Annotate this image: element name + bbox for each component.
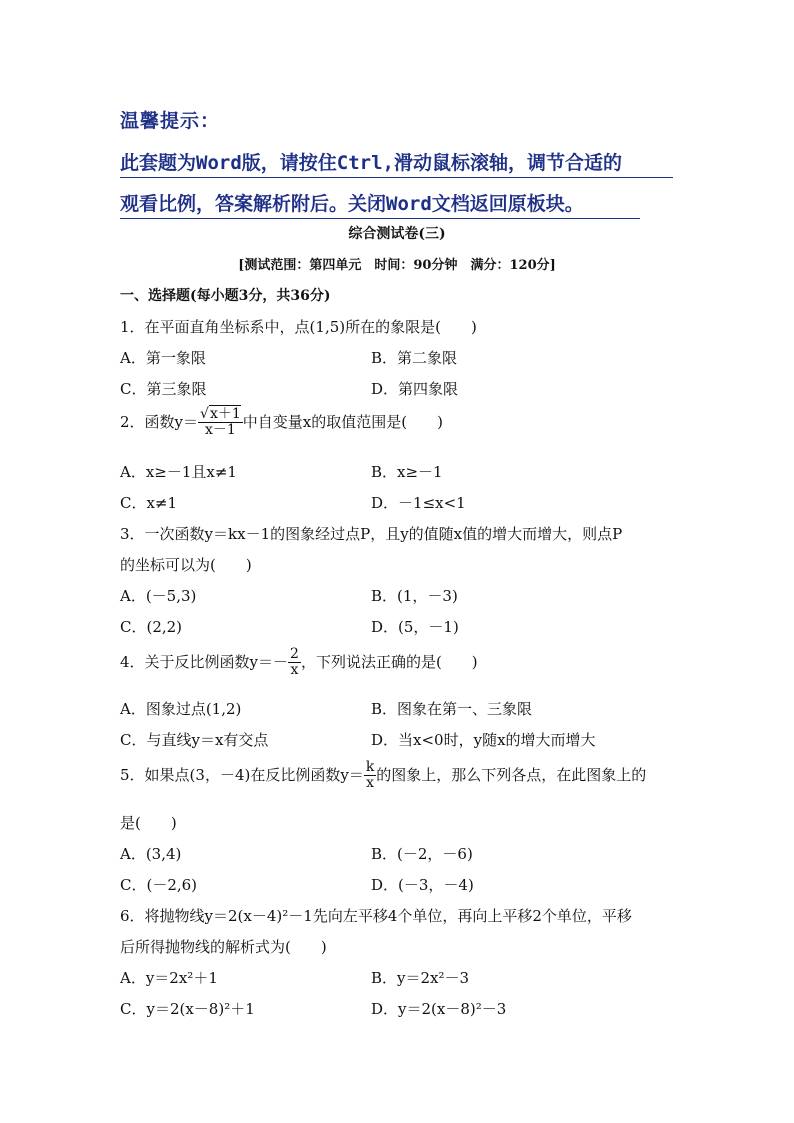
question-5-stem-line-1 <box>120 760 646 792</box>
question-2-option-c: C．x≠1 <box>120 494 178 512</box>
question-5-post: 的图象上，那么下列各点，在此图象上的 <box>376 765 647 784</box>
question-3-option-a: A．(－5,3) <box>120 587 197 605</box>
question-4-option-a: A．图象过点(1,2) <box>120 700 242 718</box>
question-2-post: 中自变量x的取值范围是( ) <box>242 412 443 431</box>
question-5-fraction <box>364 760 376 792</box>
question-1-option-c: C．第三象限 <box>120 380 207 398</box>
question-1-option-a: A．第一象限 <box>120 349 206 367</box>
question-5-stem-line-2: 是( ) <box>120 814 177 832</box>
section-heading: 一、选择题(每小题3分，共36分) <box>120 288 331 304</box>
question-4-denominator: x <box>290 662 299 679</box>
question-5-denominator: x <box>366 775 374 792</box>
question-4-option-d: D．当x<0时，y随x的增大而增大 <box>371 731 596 749</box>
question-5-option-b: B．(－2，－6) <box>371 845 473 863</box>
question-3-stem-line-2: 的坐标可以为( ) <box>120 556 252 574</box>
question-3-option-d: D．(5，－1) <box>371 618 459 636</box>
notice-title: 温馨提示： <box>120 110 221 132</box>
question-5-pre: 5．如果点(3，－4)在反比例函数y＝ <box>120 765 364 784</box>
question-3-option-b: B．(1，－3) <box>371 587 458 605</box>
question-4-option-c: C．与直线y＝x有交点 <box>120 731 269 749</box>
question-2-denominator: x－1 <box>204 422 236 439</box>
question-5-numerator: k <box>365 759 375 775</box>
exam-title: 综合测试卷(三) <box>348 226 446 242</box>
question-5-option-d: D．(－3，－4) <box>371 876 474 894</box>
question-4-post: ，下列说法正确的是( ) <box>300 652 478 671</box>
question-2-fraction <box>198 407 243 439</box>
question-2-stem <box>120 407 443 439</box>
question-1-option-d: D．第四象限 <box>371 380 459 398</box>
question-4-stem <box>120 647 478 679</box>
question-6-option-a: A．y＝2x²＋1 <box>120 969 218 987</box>
question-4-option-b: B．图象在第一、三象限 <box>371 700 533 718</box>
question-3-option-c: C．(2,2) <box>120 618 183 636</box>
notice-line-1: 此套题为Word版，请按住Ctrl,滑动鼠标滚轴，调节合适的 <box>120 148 673 178</box>
question-6-option-b: B．y＝2x²－3 <box>371 969 470 987</box>
question-6-option-d: D．y＝2(x－8)²－3 <box>371 1000 507 1018</box>
question-5-option-c: C．(－2,6) <box>120 876 198 894</box>
question-4-fraction <box>288 647 301 679</box>
question-2-option-d: D．－1≤x<1 <box>371 494 466 512</box>
question-4-pre: 4．关于反比例函数y＝－ <box>120 652 289 671</box>
question-6-option-c: C．y＝2(x－8)²＋1 <box>120 1000 255 1018</box>
question-1-option-b: B．第二象限 <box>371 349 458 367</box>
question-2-option-a: A．x≥－1且x≠1 <box>120 463 237 481</box>
question-1-stem: 1．在平面直角坐标系中，点(1,5)所在的象限是( ) <box>120 318 477 336</box>
question-2-pre: 2．函数 <box>120 412 175 431</box>
notice-line-2: 观看比例，答案解析附后。关闭Word文档返回原板块。 <box>120 189 640 219</box>
question-2-numerator: √x＋1 <box>200 406 241 422</box>
question-6-stem-line-2: 后所得抛物线的解析式为( ) <box>120 938 327 956</box>
question-2-option-b: B．x≥－1 <box>371 463 443 481</box>
exam-range: [测试范围：第四单元 时间：90分钟 满分：120分] <box>238 258 556 273</box>
question-4-numerator: 2 <box>290 646 299 662</box>
question-5-option-a: A．(3,4) <box>120 845 182 863</box>
question-3-stem-line-1: 3．一次函数y＝kx－1的图象经过点P，且y的值随x值的增大而增大，则点P <box>120 525 623 543</box>
question-2-fn-lhs: y＝ <box>174 412 199 431</box>
question-6-stem-line-1: 6．将抛物线y＝2(x－4)²－1先向左平移4个单位，再向上平移2个单位，平移 <box>120 907 632 925</box>
